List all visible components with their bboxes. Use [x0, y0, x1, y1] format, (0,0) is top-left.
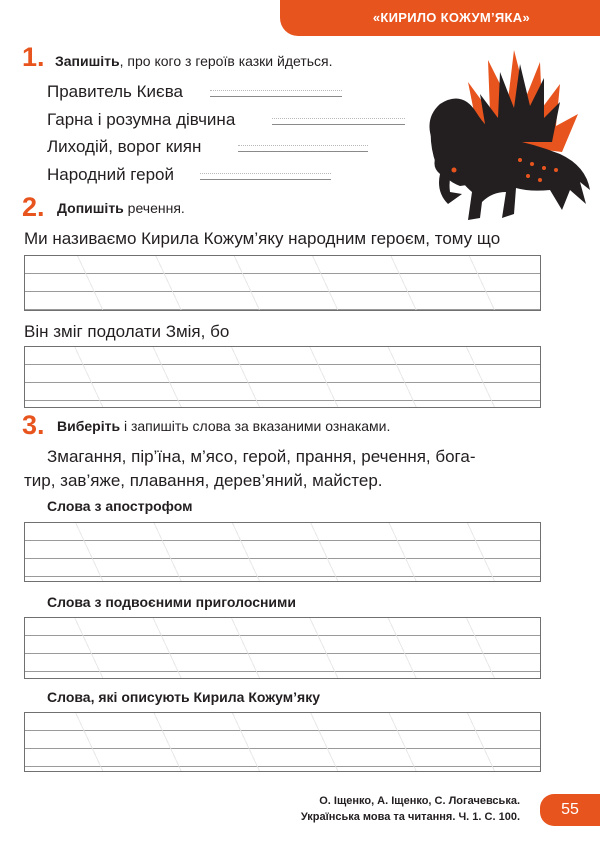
task-2-instruction	[57, 200, 185, 217]
task-3-instruction	[57, 418, 390, 435]
task-2-instruction-rest: речення.	[123, 200, 185, 216]
task-1-instruction-verb: Запишіть	[55, 53, 120, 69]
writing-box-apostrophe[interactable]	[24, 522, 541, 582]
task-1-item-4: Народний герой	[47, 165, 174, 184]
writing-box-double-consonants[interactable]	[24, 617, 541, 679]
group-heading-apostrophe: Слова з апострофом	[47, 498, 193, 514]
task-1-item-2: Гарна і розумна дівчина	[47, 110, 236, 129]
writing-box-describe-kyrylo[interactable]	[24, 712, 541, 772]
footer-authors: О. Іщенко, А. Іщенко, С. Логачевська.	[319, 795, 520, 807]
writing-box-sentence-2[interactable]	[24, 346, 541, 408]
group-heading-describe-kyrylo: Слова, які описують Кирила Кожум’яку	[47, 689, 320, 705]
task-3-number: 3.	[22, 410, 45, 440]
task-1-instruction	[55, 53, 333, 70]
task-1-item-3: Лиходій, ворог киян	[47, 137, 202, 156]
answer-line-4[interactable]	[200, 179, 331, 180]
footer-book: Українська мова та читання. Ч. 1. С. 100.	[300, 811, 520, 823]
task-3-words-line-1: Змагання, пір’їна, м’ясо, герой, прання, речення, бога-	[47, 447, 476, 466]
task-3-instruction-verb: Виберіть	[57, 418, 121, 434]
writing-box-sentence-1[interactable]	[24, 255, 541, 311]
task-2-instruction-verb: Допишіть	[57, 200, 124, 216]
chapter-banner	[280, 0, 600, 36]
task-2-sentence-2: Він зміг подолати Змія, бо	[24, 322, 230, 341]
group-heading-double-consonants: Слова з подвоєними приголосними	[47, 594, 296, 610]
task-3-instruction-rest: і запишіть слова за вказаними ознаками.	[120, 418, 391, 434]
answer-line-3[interactable]	[238, 151, 368, 152]
task-2-sentence-1: Ми називаємо Кирила Кожум’яку народним героєм, тому що	[24, 229, 501, 248]
task-1-instruction-rest: , про кого з героїв казки йдеться.	[119, 53, 333, 69]
answer-line-2[interactable]	[272, 124, 405, 125]
task-2-number: 2.	[22, 192, 45, 222]
chapter-title: «КИРИЛО КОЖУМ’ЯКА»	[372, 10, 530, 25]
page-number: 55	[540, 794, 600, 826]
task-1-item-1: Правитель Києва	[47, 82, 184, 101]
dragon-illustration	[410, 42, 600, 222]
task-3-words-line-2: тир, зав’яже, плавання, дерев’яний, майстер.	[24, 471, 383, 490]
footer-citation	[301, 793, 520, 825]
task-1-number: 1.	[22, 42, 45, 72]
answer-line-1[interactable]	[210, 96, 342, 97]
